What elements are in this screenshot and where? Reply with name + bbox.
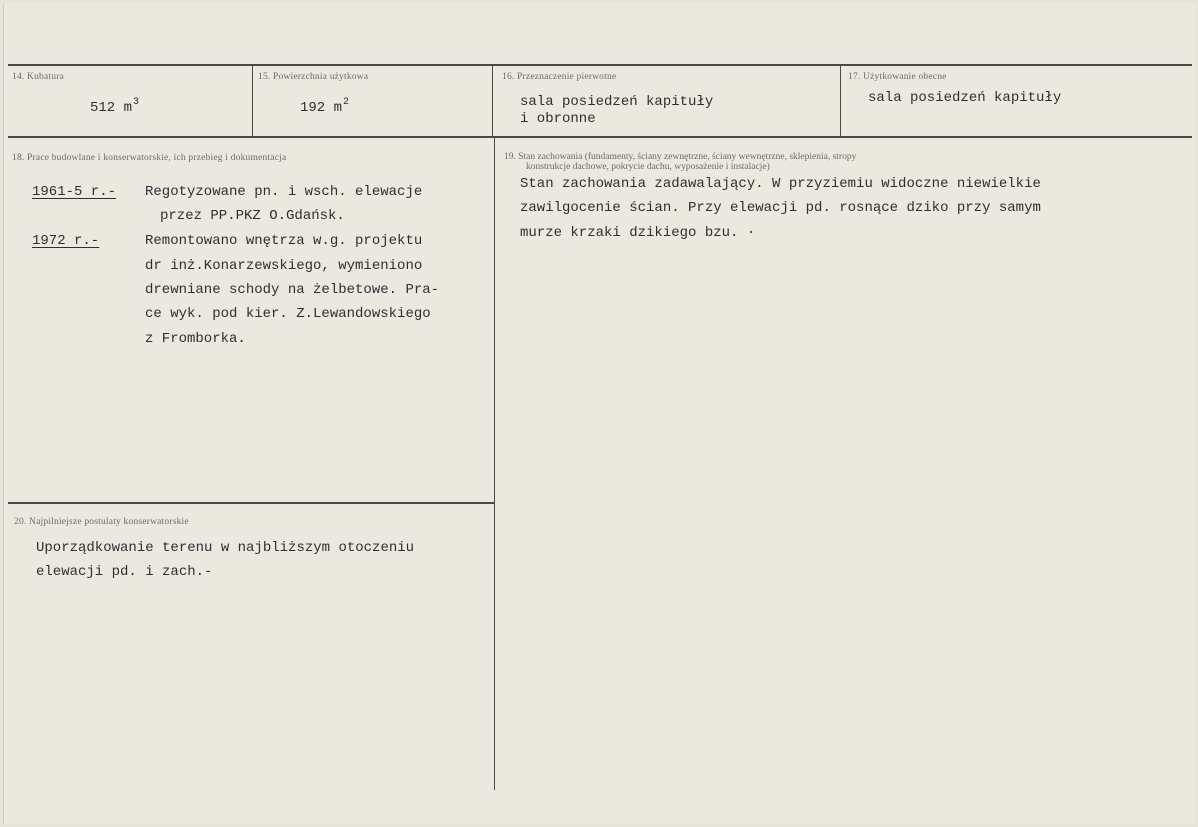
field-18-line: drewniane schody na żelbetowe. Pra- [145, 282, 440, 298]
field-14-value [90, 97, 140, 116]
field-16-label: 16. Przeznaczenie pierwotne [502, 72, 617, 82]
field-17-label: 17. Użytkowanie obecne [848, 72, 947, 82]
field-19-label-continued: konstrukcje dachowe, pokrycie dachu, wyposażenie i instalacje) [526, 162, 770, 172]
field-15-superscript: 2 [343, 97, 350, 108]
record-card [3, 3, 1196, 824]
field-18-line: Remontowano wnętrza w.g. projektu [145, 233, 423, 249]
field-18-date: 1961-5 r.- [32, 184, 117, 200]
field-15-label: 15. Powierzchnia użytkowa [258, 72, 369, 82]
field-16-line: sala posiedzeń kapituły [520, 94, 714, 110]
field-15-number: 192 m [300, 100, 343, 116]
field-20-line: elewacji pd. i zach.- [36, 564, 213, 580]
field-18-date: 1972 r.- [32, 233, 100, 249]
divider-left-right [494, 138, 495, 790]
field-20-line: Uporządkowanie terenu w najbliższym otoczeniu [36, 540, 415, 556]
field-18-line: z Fromborka. [145, 331, 246, 347]
field-17-line: sala posiedzeń kapituły [868, 90, 1062, 106]
field-19-line: Stan zachowania zadawalający. W przyziemiu widoczne niewielkie [520, 176, 1041, 192]
field-18-line: Regotyzowane pn. i wsch. elewacje [145, 184, 423, 200]
field-14-superscript: 3 [133, 97, 140, 108]
field-14-label: 14. Kubatura [12, 72, 64, 82]
field-18-label: 18. Prace budowlane i konserwatorskie, ich przebieg i dokumentacja [12, 153, 287, 163]
field-15-value [300, 97, 350, 116]
field-14-number: 512 m [90, 100, 133, 116]
field-19-label: 19. Stan zachowania (fundamenty, ściany zewnętrzne, ściany wewnętrzne, sklepienia, stropy [504, 152, 857, 162]
field-16-line: i obronne [520, 111, 596, 127]
field-20-label: 20. Najpilniejsze postulaty konserwatorskie [14, 517, 189, 527]
row1-bottom-line [8, 136, 1192, 138]
top-border-line [8, 64, 1192, 66]
divider-18-20 [8, 502, 494, 504]
divider-15-16 [492, 66, 493, 136]
divider-16-17 [840, 66, 841, 136]
field-19-line: zawilgocenie ścian. Przy elewacji pd. rosnące dziko przy samym [520, 200, 1041, 216]
field-18-line: ce wyk. pod kier. Z.Lewandowskiego [145, 306, 431, 322]
field-18-line: przez PP.PKZ O.Gdańsk. [160, 208, 345, 224]
field-19-line: murze krzaki dzikiego bzu. · [520, 225, 756, 241]
divider-14-15 [252, 66, 253, 136]
field-18-line: dr inż.Konarzewskiego, wymieniono [145, 258, 423, 274]
